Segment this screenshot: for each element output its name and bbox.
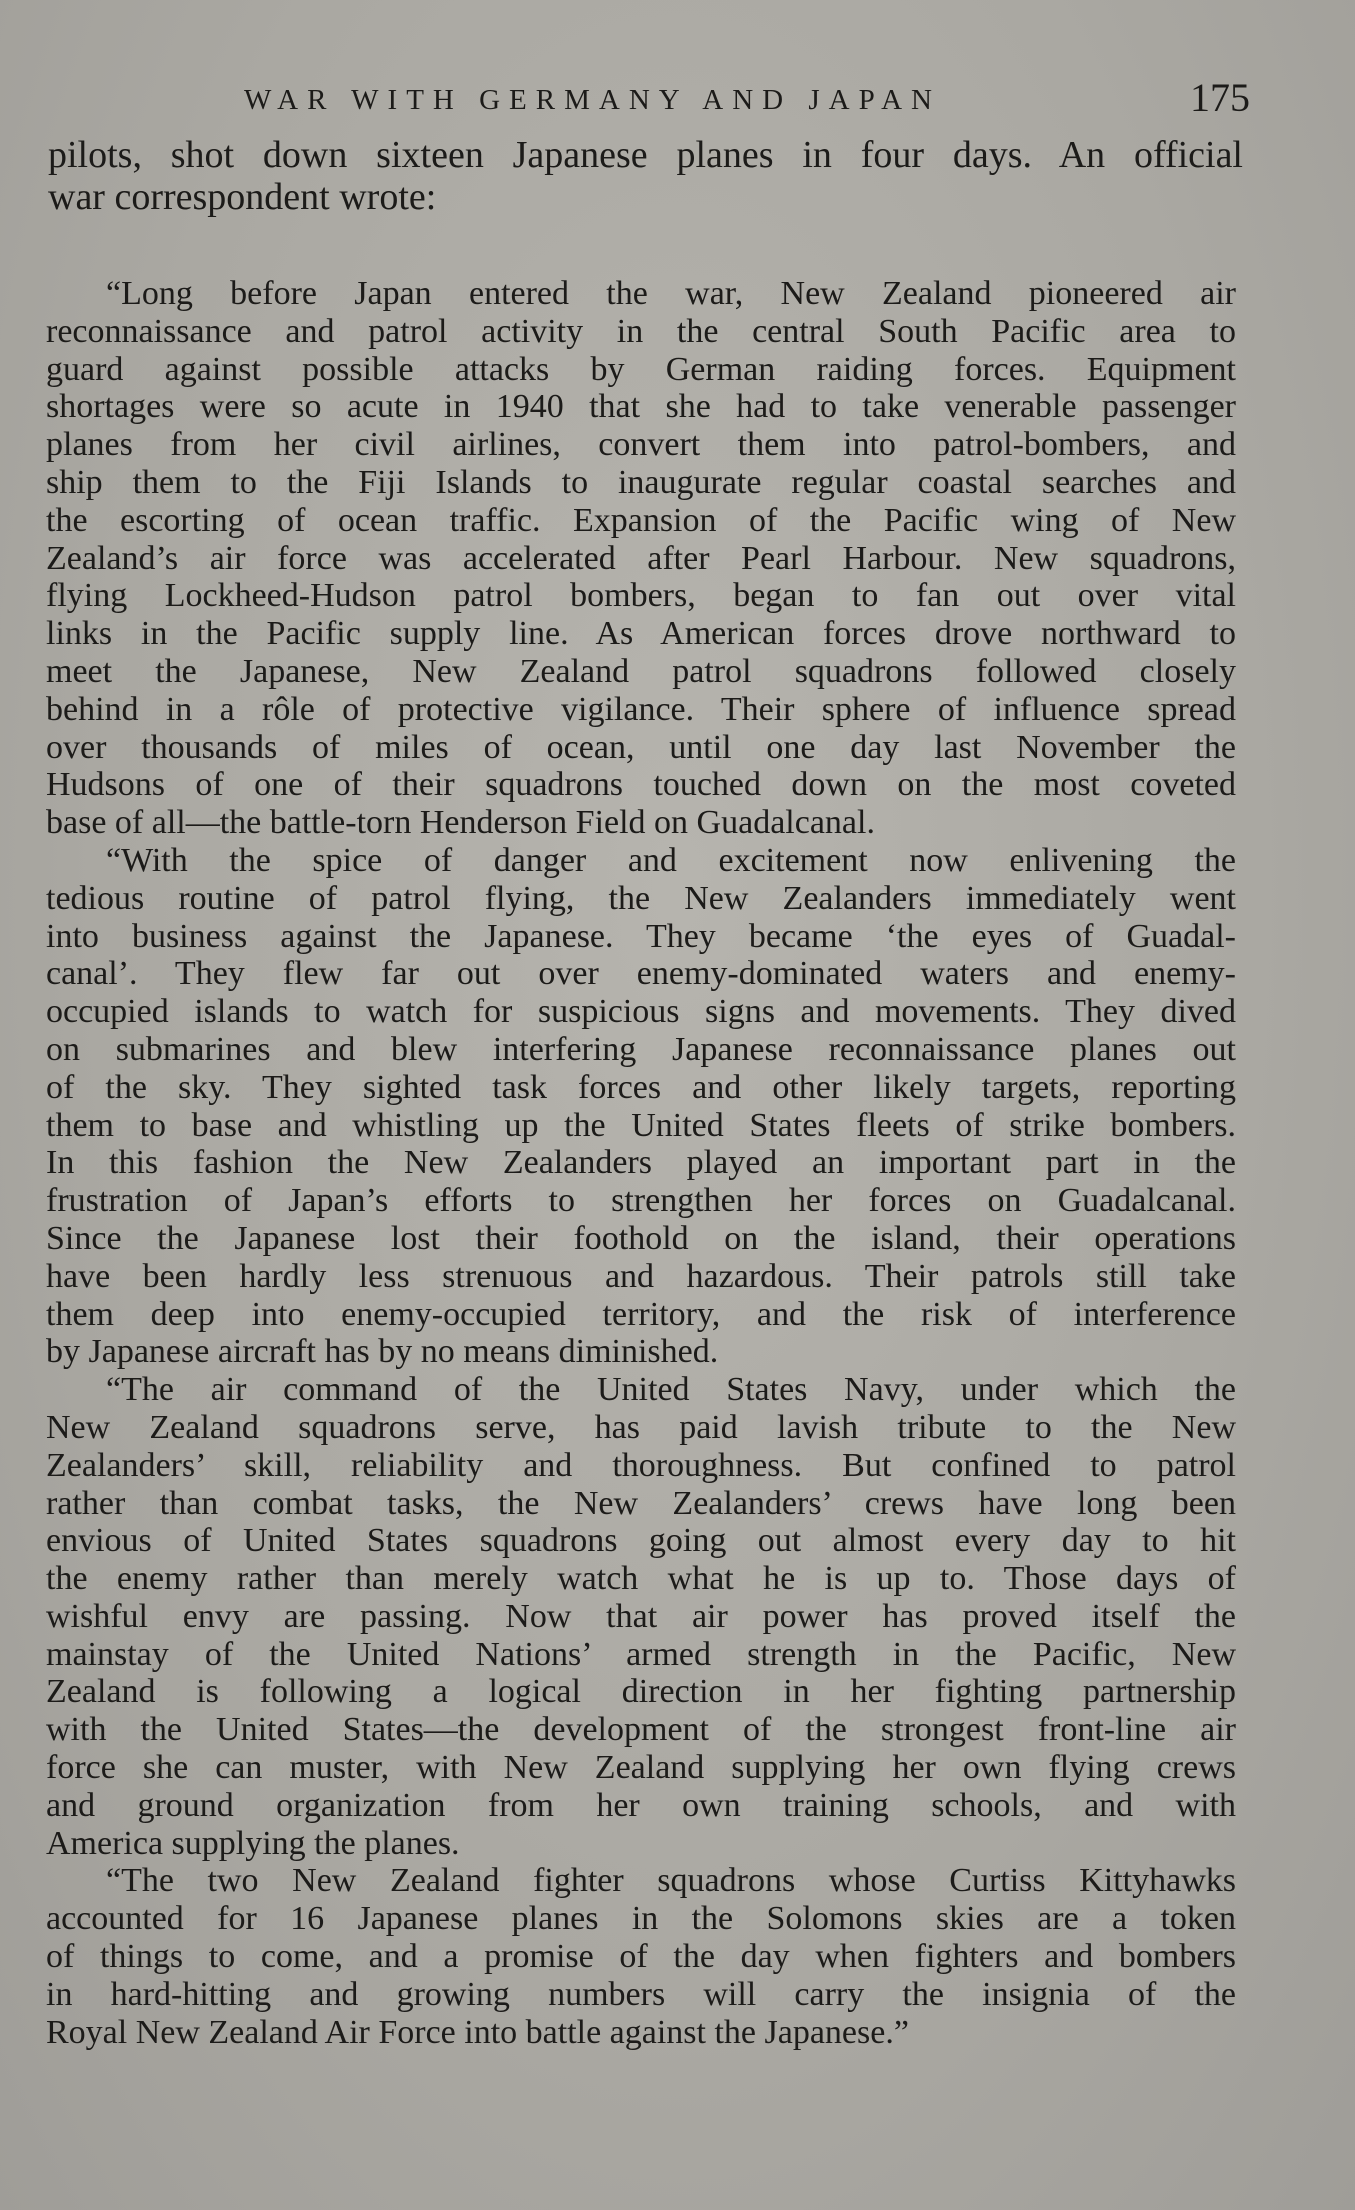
text-line: of the sky. They sighted task forces and other likely targets, reporting bbox=[46, 1068, 1236, 1106]
text-line: “The air command of the United States Navy, under which the bbox=[106, 1371, 1236, 1409]
text-line: wishful envy are passing. Now that air power has proved itself the bbox=[46, 1597, 1236, 1635]
text-line: ship them to the Fiji Islands to inaugurate regular coastal searches and bbox=[46, 463, 1236, 501]
text-line: envious of United States squadrons going out almost every day to hit bbox=[46, 1522, 1236, 1560]
text-line: on submarines and blew interfering Japanese reconnaissance planes out bbox=[46, 1030, 1236, 1068]
text-line: by Japanese aircraft has by no means diminished. bbox=[46, 1333, 719, 1371]
quote-paragraph bbox=[46, 1862, 1236, 2051]
text-line: base of all—the battle-torn Henderson Field on Guadalcanal. bbox=[46, 804, 875, 842]
text-line: In this fashion the New Zealanders played an important part in the bbox=[46, 1144, 1236, 1182]
text-line: behind in a rôle of protective vigilance. Their sphere of influence spread bbox=[46, 690, 1236, 728]
text-line: Zealand is following a logical direction in her fighting partnership bbox=[46, 1673, 1236, 1711]
text-line: “The two New Zealand fighter squadrons whose Curtiss Kittyhawks bbox=[106, 1862, 1236, 1900]
quote-paragraph bbox=[46, 275, 1236, 842]
running-title: WAR WITH GERMANY AND JAPAN bbox=[244, 84, 941, 116]
quote-paragraph bbox=[46, 842, 1236, 1371]
running-head bbox=[48, 76, 1248, 126]
text-line: into business against the Japanese. They became ‘the eyes of Guadal- bbox=[46, 917, 1236, 955]
block-quote bbox=[46, 275, 1236, 2051]
text-line: links in the Pacific supply line. As American forces drove northward to bbox=[46, 615, 1236, 653]
text-line: reconnaissance and patrol activity in the central South Pacific area to bbox=[46, 312, 1236, 350]
text-line: Hudsons of one of their squadrons touched down on the most coveted bbox=[46, 766, 1236, 804]
text-line: in hard-hitting and growing numbers will carry the insignia of the bbox=[46, 1975, 1236, 2013]
text-line: have been hardly less strenuous and hazardous. Their patrols still take bbox=[46, 1257, 1236, 1295]
text-line: mainstay of the United Nations’ armed strength in the Pacific, New bbox=[46, 1635, 1236, 1673]
text-line: flying Lockheed-Hudson patrol bombers, began to fan out over vital bbox=[46, 577, 1236, 615]
text-line: planes from her civil airlines, convert them into patrol-bombers, and bbox=[46, 426, 1236, 464]
text-line: meet the Japanese, New Zealand patrol squadrons followed closely bbox=[46, 652, 1236, 690]
lead-paragraph bbox=[48, 134, 1243, 218]
text-line: tedious routine of patrol flying, the New Zealanders immediately went bbox=[46, 879, 1236, 917]
text-line: of things to come, and a promise of the day when fighters and bombers bbox=[46, 1938, 1236, 1976]
text-line: them deep into enemy-occupied territory, and the risk of interference bbox=[46, 1295, 1236, 1333]
text-line: the escorting of ocean traffic. Expansion of the Pacific wing of New bbox=[46, 501, 1236, 539]
quote-paragraph bbox=[46, 1371, 1236, 1862]
text-line: and ground organization from her own training schools, and with bbox=[46, 1786, 1236, 1824]
text-line: with the United States—the development of the strongest front-line air bbox=[46, 1711, 1236, 1749]
text-line: them to base and whistling up the United States fleets of strike bombers. bbox=[46, 1106, 1236, 1144]
text-line: shortages were so acute in 1940 that she had to take venerable passenger bbox=[46, 388, 1236, 426]
text-line: Since the Japanese lost their foothold on the island, their operations bbox=[46, 1219, 1236, 1257]
text-line: Zealand’s air force was accelerated after Pearl Harbour. New squadrons, bbox=[46, 539, 1236, 577]
text-line: “Long before Japan entered the war, New Zealand pioneered air bbox=[106, 275, 1236, 312]
text-line: rather than combat tasks, the New Zealanders’ crews have long been bbox=[46, 1484, 1236, 1522]
text-line: occupied islands to watch for suspicious signs and movements. They dived bbox=[46, 993, 1236, 1031]
text-line: frustration of Japan’s efforts to strengthen her forces on Guadalcanal. bbox=[46, 1182, 1236, 1220]
text-line: pilots, shot down sixteen Japanese planes in four days. An official bbox=[48, 134, 1243, 176]
text-line: the enemy rather than merely watch what he is up to. Those days of bbox=[46, 1560, 1236, 1598]
page-number: 175 bbox=[1190, 75, 1250, 120]
text-line: Zealanders’ skill, reliability and thoroughness. But confined to patrol bbox=[46, 1446, 1236, 1484]
text-line: force she can muster, with New Zealand supplying her own flying crews bbox=[46, 1749, 1236, 1787]
text-line: war correspondent wrote: bbox=[48, 176, 437, 218]
text-line: New Zealand squadrons serve, has paid lavish tribute to the New bbox=[46, 1408, 1236, 1446]
text-line: guard against possible attacks by German raiding forces. Equipment bbox=[46, 350, 1236, 388]
text-line: over thousands of miles of ocean, until one day last November the bbox=[46, 728, 1236, 766]
text-line: accounted for 16 Japanese planes in the Solomons skies are a token bbox=[46, 1900, 1236, 1938]
text-line: America supplying the planes. bbox=[46, 1824, 460, 1862]
text-line: Royal New Zealand Air Force into battle against the Japanese.” bbox=[46, 2013, 909, 2051]
text-line: canal’. They flew far out over enemy-dominated waters and enemy- bbox=[46, 955, 1236, 993]
text-line: “With the spice of danger and excitement now enlivening the bbox=[106, 841, 1236, 879]
